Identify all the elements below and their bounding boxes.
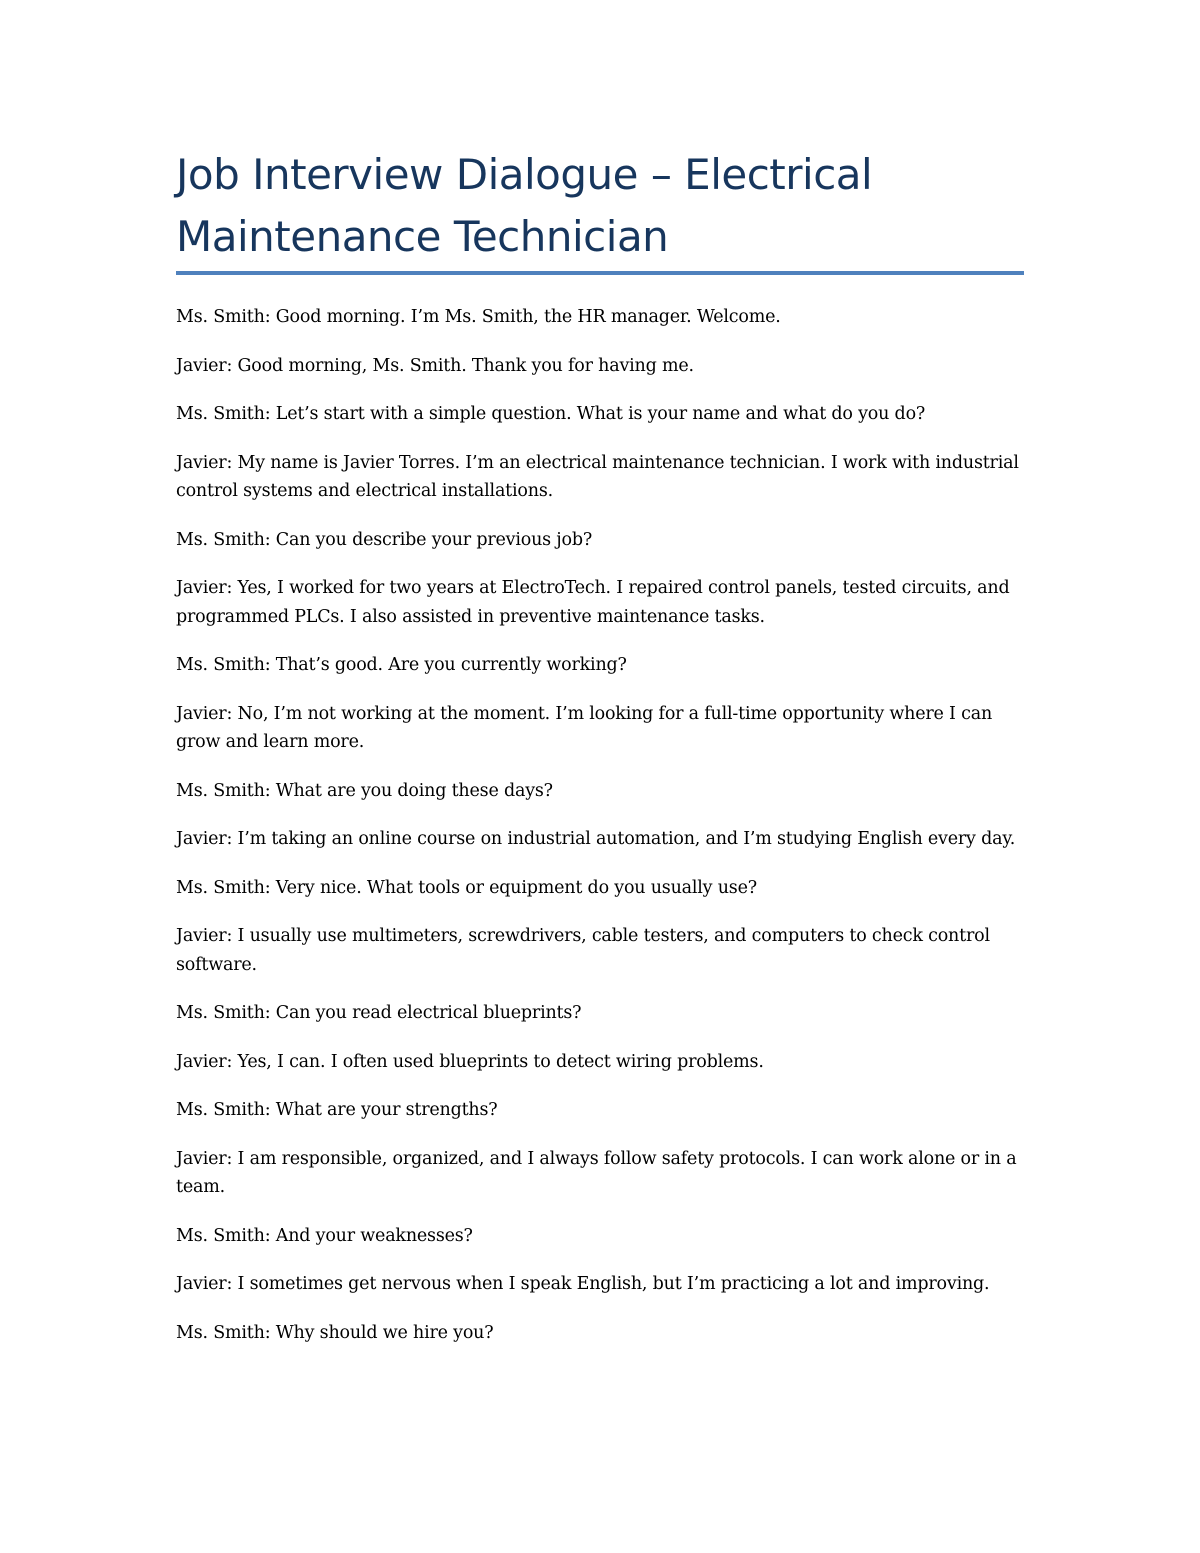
dialogue-line: Ms. Smith: Good morning. I’m Ms. Smith, the HR manager. Welcome. <box>176 307 781 327</box>
title-underline <box>176 271 1024 275</box>
dialogue-line: Javier: I sometimes get nervous when I speak English, but I’m practicing a lot and improving. <box>176 1274 990 1294</box>
dialogue-line: Ms. Smith: What are you doing these days? <box>176 780 553 801</box>
dialogue-line: Ms. Smith: Can you read electrical blueprints? <box>176 1003 582 1023</box>
dialogue-line: Ms. Smith: What are your strengths? <box>176 1100 498 1120</box>
dialogue-line: Javier: I’m taking an online course on industrial automation, and I’m studying English every day. <box>176 829 1016 849</box>
dialogue-line: Javier: My name is Javier Torres. I’m an electrical maintenance technician. I work with industrial control systems and electrical installations. <box>176 452 1019 501</box>
dialogue-line: Javier: Good morning, Ms. Smith. Thank you for having me. <box>176 355 694 376</box>
dialogue-line: Javier: No, I’m not working at the moment. I’m looking for a full-time opportunity where I can grow and learn more. <box>176 703 993 752</box>
dialogue-line: Ms. Smith: Let’s start with a simple question. What is your name and what do you do? <box>176 404 926 424</box>
dialogue-line: Javier: I usually use multimeters, screwdrivers, cable testers, and computers to check control software. <box>176 926 990 975</box>
dialogue-line: Javier: Yes, I can. I often used blueprints to detect wiring problems. <box>176 1051 764 1072</box>
dialogue-line: Ms. Smith: That’s good. Are you currently working? <box>176 655 627 675</box>
dialogue-line: Ms. Smith: And your weaknesses? <box>176 1225 473 1246</box>
dialogue-line: Ms. Smith: Very nice. What tools or equipment do you usually use? <box>176 877 757 898</box>
dialogue-line: Ms. Smith: Can you describe your previous job? <box>176 529 593 550</box>
dialogue-line: Ms. Smith: Why should we hire you? <box>176 1322 494 1343</box>
document-title: Job Interview Dialogue – Electrical Maintenance Technician <box>176 150 873 261</box>
dialogue-line: Javier: Yes, I worked for two years at ElectroTech. I repaired control panels, tested circuits, and programmed PLCs. I also assisted in preventive maintenance tasks. <box>176 578 1010 627</box>
dialogue-body <box>176 303 1024 1367</box>
dialogue-line: Javier: I am responsible, organized, and I always follow safety protocols. I can work alone or in a team. <box>176 1148 1017 1197</box>
title-block <box>176 144 1024 268</box>
